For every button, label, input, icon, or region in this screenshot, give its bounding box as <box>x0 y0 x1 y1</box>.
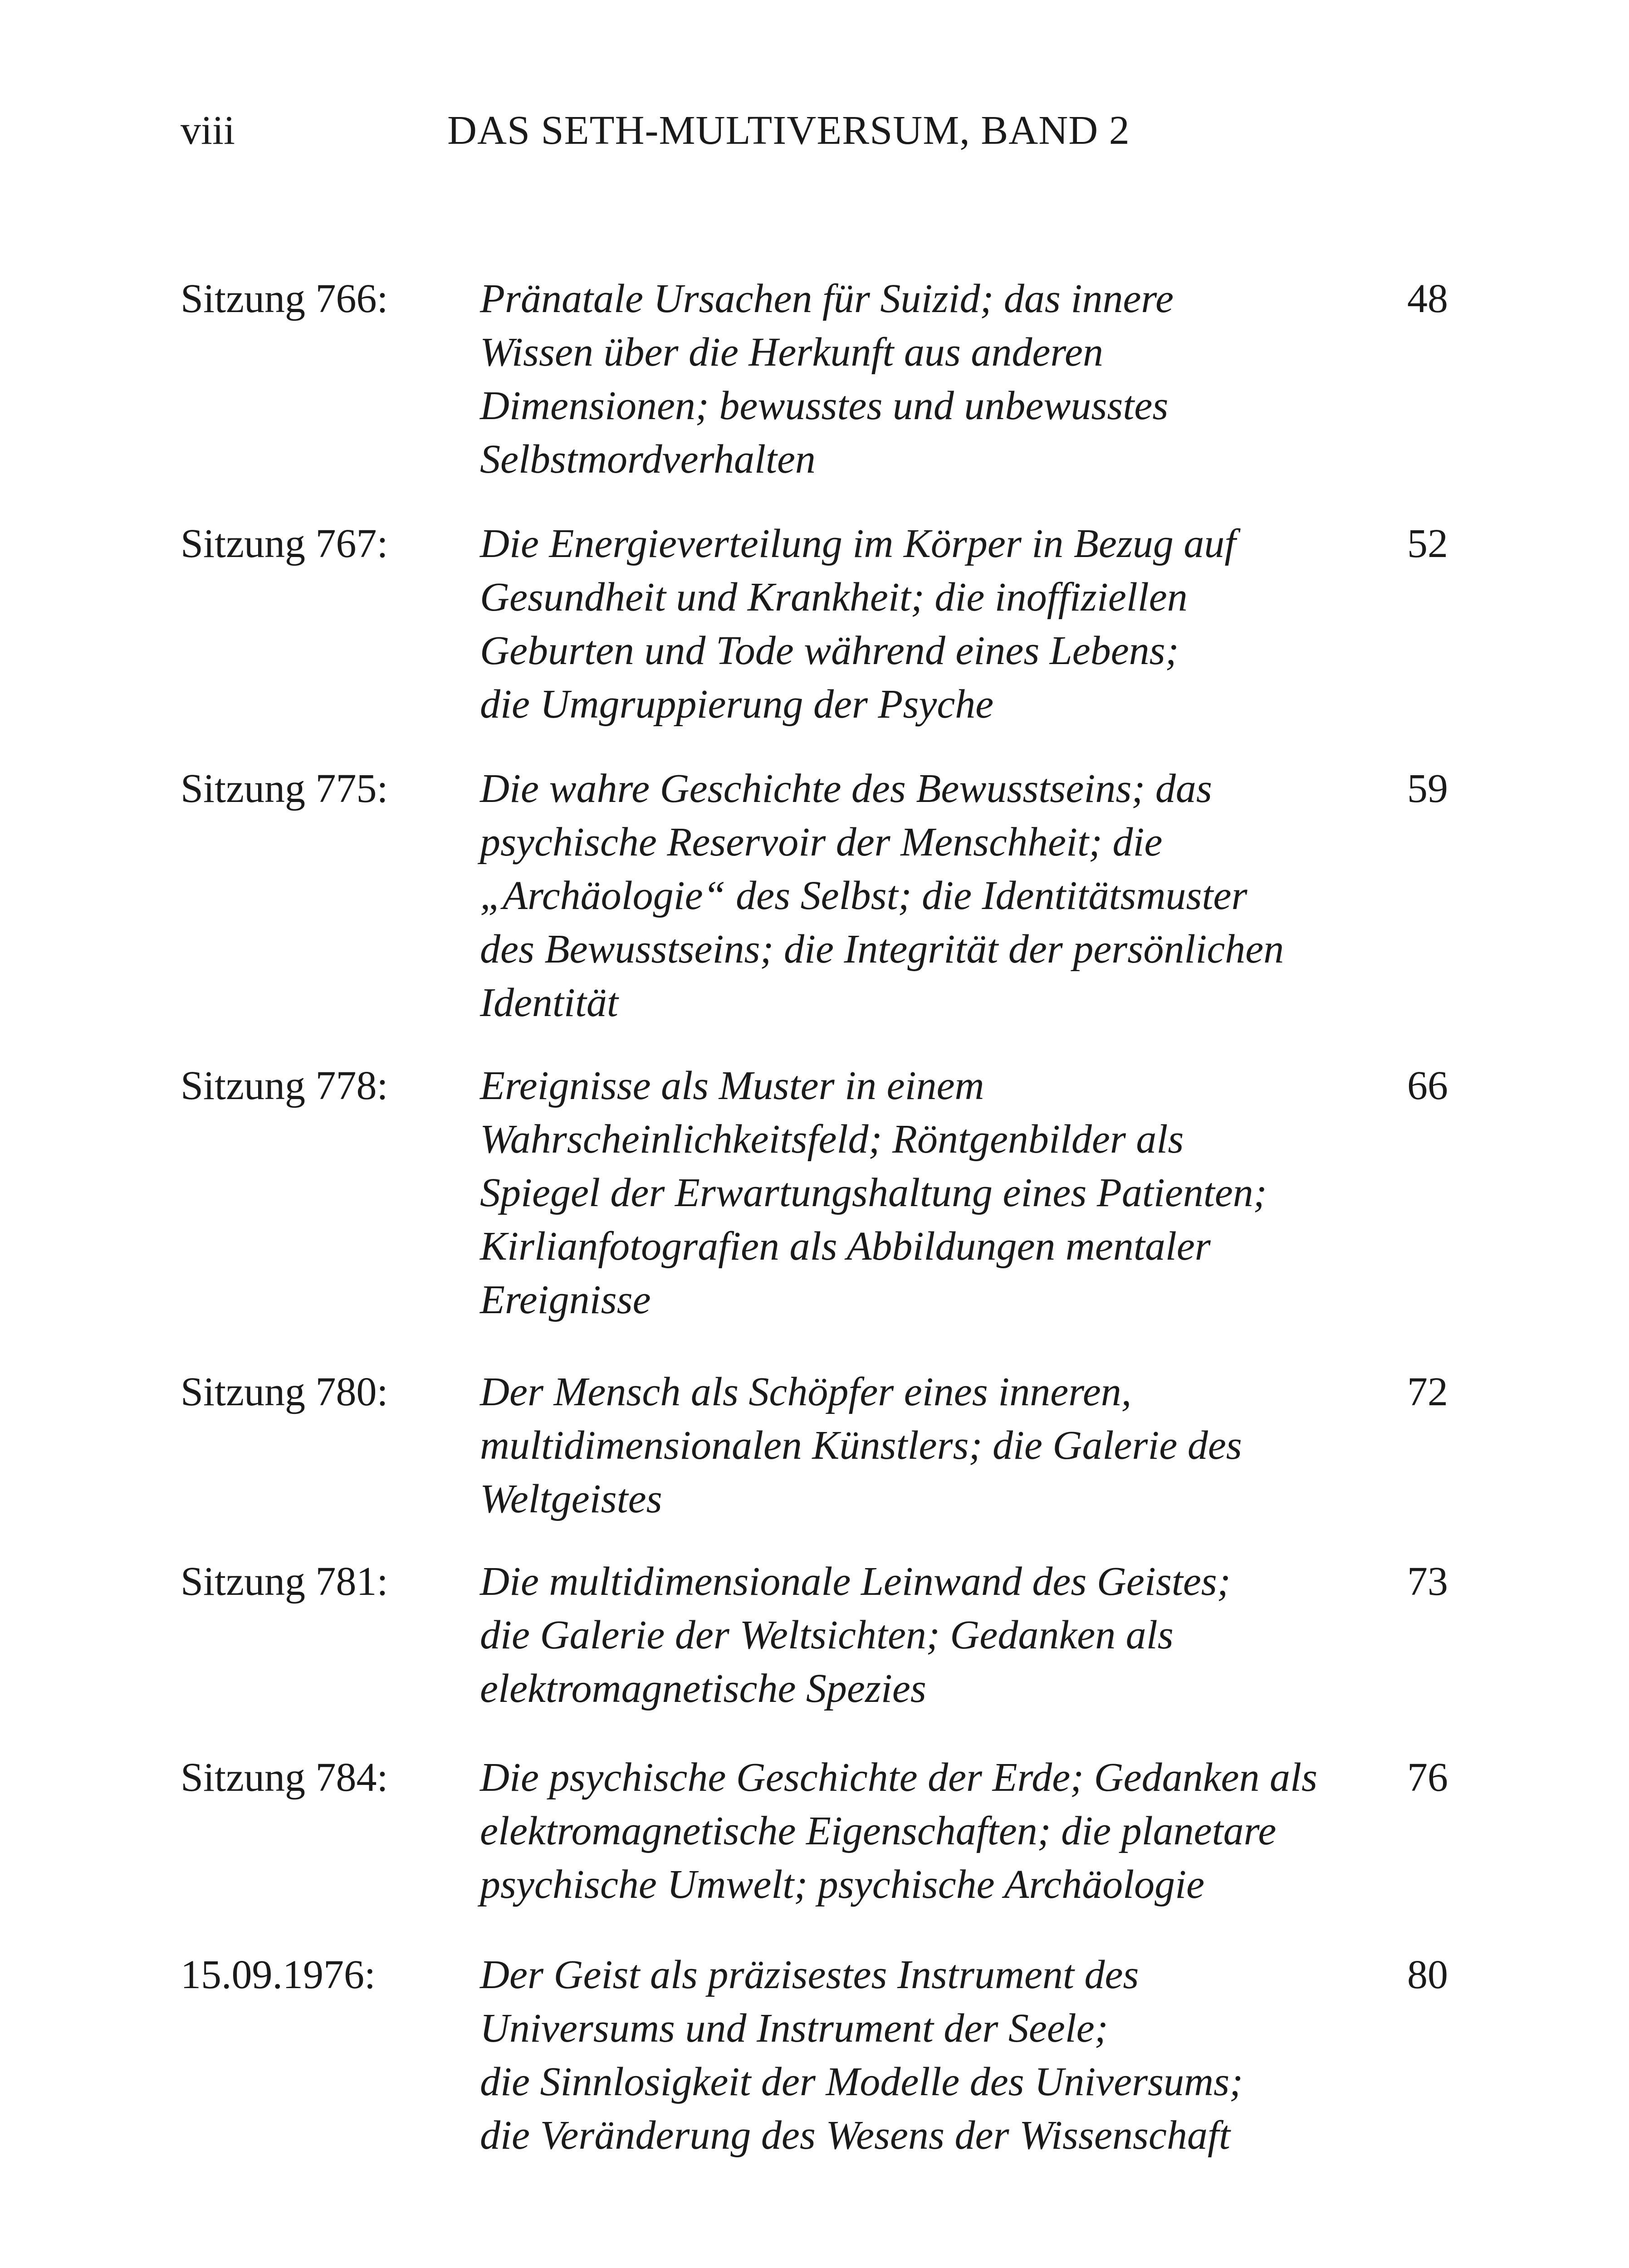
description-line: Spiegel der Erwartungshaltung eines Patienten; <box>480 1170 1267 1215</box>
description-line: psychische Reservoir der Menschheit; die <box>480 820 1163 865</box>
description-line: Die multidimensionale Leinwand des Geistes; <box>480 1559 1231 1604</box>
entry-description <box>480 1059 1306 1327</box>
description-line: Geburten und Tode während eines Lebens; <box>480 628 1179 673</box>
entry-description <box>480 1948 1306 2162</box>
description-line: die Veränderung des Wesens der Wissenschaft <box>480 2113 1230 2158</box>
description-line: Pränatale Ursachen für Suizid; das innere <box>480 276 1174 321</box>
description-line: Ereignisse als Muster in einem <box>480 1063 984 1108</box>
description-line: Universums und Instrument der Seele; <box>480 2006 1108 2051</box>
description-line: elektromagnetische Spezies <box>480 1666 926 1711</box>
running-header <box>181 103 1448 158</box>
description-line: die Sinnlosigkeit der Modelle des Universums; <box>480 2059 1243 2104</box>
entry-label: Sitzung 766: <box>181 276 388 321</box>
page-number: viii <box>181 108 235 153</box>
description-line: Weltgeistes <box>480 1476 662 1521</box>
description-line: multidimensionalen Künstlers; die Galerie des <box>480 1423 1242 1468</box>
entry-label: Sitzung 781: <box>181 1559 388 1604</box>
entry-description <box>480 1555 1306 1716</box>
description-line: Die Energieverteilung im Körper in Bezug auf <box>480 521 1236 566</box>
description-line: Wissen über die Herkunft aus anderen <box>480 330 1103 375</box>
description-line: Kirlianfotografien als Abbildungen mentaler <box>480 1224 1211 1269</box>
entry-description <box>480 1751 1318 1911</box>
entry-page-number: 48 <box>1407 276 1448 321</box>
description-line: Die wahre Geschichte des Bewusstseins; das <box>480 766 1212 811</box>
entry-description <box>480 517 1306 731</box>
entry-description <box>480 762 1306 1030</box>
description-line: Dimensionen; bewusstes und unbewusstes <box>480 383 1169 428</box>
entry-page-number: 72 <box>1407 1369 1448 1414</box>
description-line: Selbstmordverhalten <box>480 437 816 482</box>
description-line: Identität <box>480 980 618 1025</box>
description-line: psychische Umwelt; psychische Archäologie <box>480 1862 1205 1907</box>
entry-label: Sitzung 767: <box>181 521 388 566</box>
entry-page-number: 59 <box>1407 766 1448 811</box>
description-line: „Archäologie“ des Selbst; die Identitätsmuster <box>480 873 1247 918</box>
entry-page-number: 76 <box>1407 1755 1448 1800</box>
entry-label: Sitzung 784: <box>181 1755 388 1800</box>
entry-page-number: 73 <box>1407 1559 1448 1604</box>
description-line: Der Geist als präzisestes Instrument des <box>480 1952 1139 1997</box>
entry-label: 15.09.1976: <box>181 1952 376 1997</box>
description-line: die Galerie der Weltsichten; Gedanken als <box>480 1613 1174 1657</box>
description-line: die Umgruppierung der Psyche <box>480 682 994 727</box>
description-line: Wahrscheinlichkeitsfeld; Röntgenbilder als <box>480 1117 1184 1162</box>
entry-page-number: 66 <box>1407 1063 1448 1108</box>
entry-page-number: 80 <box>1407 1952 1448 1997</box>
entry-label: Sitzung 775: <box>181 766 388 811</box>
entry-page-number: 52 <box>1407 521 1448 566</box>
entry-label: Sitzung 780: <box>181 1369 388 1414</box>
running-title: DAS SETH-MULTIVERSUM, BAND 2 <box>447 108 1130 153</box>
entry-label: Sitzung 778: <box>181 1063 388 1108</box>
entry-description <box>480 1365 1306 1526</box>
description-line: Ereignisse <box>480 1277 651 1322</box>
description-line: des Bewusstseins; die Integrität der persönlichen <box>480 927 1284 972</box>
description-line: Die psychische Geschichte der Erde; Gedanken als <box>480 1755 1318 1800</box>
entry-description <box>480 272 1306 486</box>
description-line: Der Mensch als Schöpfer eines inneren, <box>480 1369 1132 1414</box>
description-line: Gesundheit und Krankheit; die inoffiziellen <box>480 575 1188 620</box>
description-line: elektromagnetische Eigenschaften; die planetare <box>480 1809 1277 1853</box>
